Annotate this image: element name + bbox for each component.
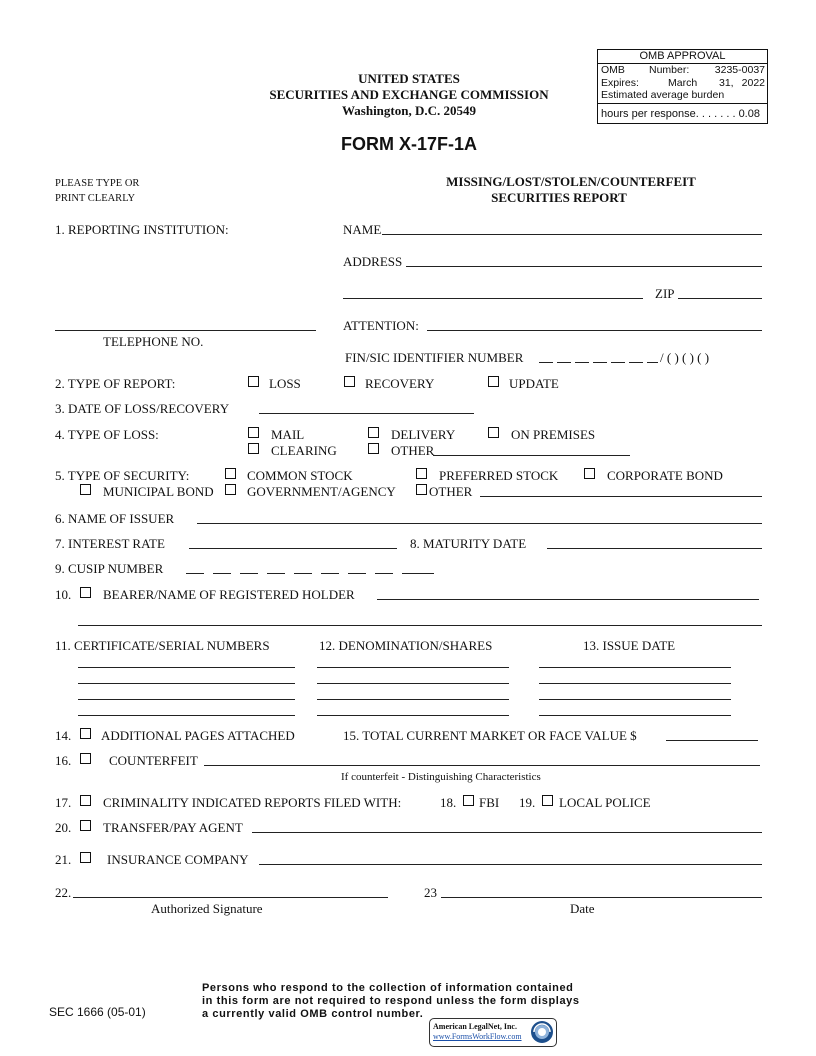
denomination-line-3[interactable] xyxy=(317,699,509,700)
counterfeit-checkbox[interactable] xyxy=(80,753,91,764)
omb-expires-row xyxy=(601,77,765,89)
government-agency-label: GOVERNMENT/AGENCY xyxy=(247,484,396,499)
authorized-signature-label: Authorized Signature xyxy=(151,901,263,916)
date-label: Date xyxy=(570,901,595,916)
clearing-label: CLEARING xyxy=(271,443,337,458)
issue-date-line-2[interactable] xyxy=(539,683,731,684)
update-label: UPDATE xyxy=(509,376,559,391)
bearer-number: 10. xyxy=(55,587,72,602)
fin-digit-7[interactable] xyxy=(647,362,658,363)
preferred-stock-checkbox[interactable] xyxy=(416,468,427,479)
omb-expires-day: 31, xyxy=(719,77,734,89)
interest-rate-label: 7. INTEREST RATE xyxy=(55,536,165,551)
cusip-digit-8[interactable] xyxy=(375,573,393,574)
fin-digit-5[interactable] xyxy=(611,362,625,363)
recovery-label: RECOVERY xyxy=(365,376,435,391)
please-type-label: PLEASE TYPE OR xyxy=(55,178,140,189)
logo-company: American LegalNet, Inc. xyxy=(433,1022,517,1031)
name-of-issuer-label: 6. NAME OF ISSUER xyxy=(55,511,175,526)
transfer-agent-label: TRANSFER/PAY AGENT xyxy=(103,820,243,835)
transfer-agent-checkbox[interactable] xyxy=(80,820,91,831)
mail-checkbox[interactable] xyxy=(248,427,259,438)
cusip-number-label: 9. CUSIP NUMBER xyxy=(55,561,164,576)
certificate-line-1[interactable] xyxy=(78,667,295,668)
preferred-stock-label: PREFERRED STOCK xyxy=(439,468,559,483)
certificate-numbers-label: 11. CERTIFICATE/SERIAL NUMBERS xyxy=(55,638,270,653)
bearer-checkbox[interactable] xyxy=(80,587,91,598)
corporate-bond-checkbox[interactable] xyxy=(584,468,595,479)
address-field[interactable] xyxy=(406,266,762,267)
issue-date-label: 13. ISSUE DATE xyxy=(583,638,676,653)
print-clearly-label: PRINT CLEARLY xyxy=(55,193,136,204)
corporate-bond-label: CORPORATE BOND xyxy=(607,468,723,483)
form-number: SEC 1666 (05-01) xyxy=(49,1005,146,1019)
fin-digit-6[interactable] xyxy=(629,362,643,363)
omb-number-row xyxy=(601,64,765,76)
fin-digit-3[interactable] xyxy=(575,362,589,363)
total-value-field[interactable] xyxy=(666,740,758,741)
delivery-checkbox[interactable] xyxy=(368,427,379,438)
omb-number-value: 3235-0037 xyxy=(714,64,765,76)
transfer-agent-number: 20. xyxy=(55,820,72,835)
zip-field[interactable] xyxy=(678,298,762,299)
counterfeit-label: COUNTERFEIT xyxy=(109,753,198,768)
bearer-label: BEARER/NAME OF REGISTERED HOLDER xyxy=(103,587,355,602)
omb-expires-month: March xyxy=(668,77,698,89)
form-title: FORM X-17F-1A xyxy=(340,134,477,154)
omb-number-word: Number: xyxy=(649,64,690,76)
omb-approval-box xyxy=(597,49,768,124)
total-value-label: 15. TOTAL CURRENT MARKET OR FACE VALUE $ xyxy=(343,728,637,743)
globe-icon xyxy=(530,1020,554,1044)
issue-date-line-3[interactable] xyxy=(539,699,731,700)
interest-rate-field[interactable] xyxy=(189,548,397,549)
bearer-field-line-2[interactable] xyxy=(78,625,762,626)
omb-title: OMB APPROVAL xyxy=(598,50,767,64)
cusip-digit-6[interactable] xyxy=(321,573,339,574)
omb-hours-label: hours per response. . . . . . . 0.08 xyxy=(601,108,760,120)
loss-checkbox[interactable] xyxy=(248,376,259,387)
type-of-security-label: 5. TYPE OF SECURITY: xyxy=(55,468,190,483)
certificate-line-3[interactable] xyxy=(78,699,295,700)
loss-label: LOSS xyxy=(269,376,301,391)
reporting-institution-label: 1. REPORTING INSTITUTION: xyxy=(55,222,229,237)
criminality-checkbox[interactable] xyxy=(80,795,91,806)
certificate-line-4[interactable] xyxy=(78,715,295,716)
counterfeit-note: If counterfeit - Distinguishing Characteristics xyxy=(341,771,541,783)
delivery-label: DELIVERY xyxy=(391,427,456,442)
denomination-line-1[interactable] xyxy=(317,667,509,668)
common-stock-label: COMMON STOCK xyxy=(247,468,353,483)
criminality-label: CRIMINALITY INDICATED REPORTS FILED WITH: xyxy=(103,795,402,810)
omb-expires-year: 2022 xyxy=(741,77,765,89)
cusip-digit-1[interactable] xyxy=(186,573,204,574)
maturity-date-field[interactable] xyxy=(547,548,762,549)
notice-line-2: in this form are not required to respond unless the form displays xyxy=(202,995,580,1007)
notice-line-3: a currently valid OMB control number. xyxy=(202,1008,424,1020)
other-loss-field[interactable] xyxy=(433,455,630,456)
name-of-issuer-field[interactable] xyxy=(197,523,762,524)
insurance-company-number: 21. xyxy=(55,852,72,867)
update-checkbox[interactable] xyxy=(488,376,499,387)
date-field[interactable] xyxy=(441,897,762,898)
notice-line-1: Persons who respond to the collection of information contained xyxy=(202,982,574,994)
header-line-2: SECURITIES AND EXCHANGE COMMISSION xyxy=(269,87,549,102)
cusip-digit-5[interactable] xyxy=(294,573,312,574)
name-label: NAME xyxy=(343,222,382,237)
other-loss-label: OTHER xyxy=(391,443,435,458)
date-of-loss-label: 3. DATE OF LOSS/RECOVERY xyxy=(55,401,230,416)
city-state-field[interactable] xyxy=(343,298,643,299)
fin-sic-label: FIN/SIC IDENTIFIER NUMBER xyxy=(345,350,524,365)
omb-burden-label: Estimated average burden xyxy=(601,89,725,101)
signature-number: 22. xyxy=(55,885,72,900)
other-loss-checkbox[interactable] xyxy=(368,443,379,454)
date-of-loss-field[interactable] xyxy=(259,413,474,414)
on-premises-checkbox[interactable] xyxy=(488,427,499,438)
local-police-number: 19. xyxy=(519,795,536,810)
fbi-number: 18. xyxy=(440,795,457,810)
municipal-bond-checkbox[interactable] xyxy=(80,484,91,495)
recovery-checkbox[interactable] xyxy=(344,376,355,387)
fin-digit-1[interactable] xyxy=(539,362,553,363)
additional-pages-number: 14. xyxy=(55,728,72,743)
clearing-checkbox[interactable] xyxy=(248,443,259,454)
type-of-report-label: 2. TYPE OF REPORT: xyxy=(55,376,176,391)
on-premises-label: ON PREMISES xyxy=(511,427,596,442)
omb-expires-label: Expires: xyxy=(601,77,639,89)
header-line-1: UNITED STATES xyxy=(358,71,460,86)
insurance-company-field[interactable] xyxy=(259,864,762,865)
additional-pages-checkbox[interactable] xyxy=(80,728,91,739)
insurance-company-checkbox[interactable] xyxy=(80,852,91,863)
local-police-checkbox[interactable] xyxy=(542,795,553,806)
report-title-line-2: SECURITIES REPORT xyxy=(491,190,627,205)
zip-label: ZIP xyxy=(655,286,675,301)
denomination-label: 12. DENOMINATION/SHARES xyxy=(319,638,493,653)
telephone-field[interactable] xyxy=(55,330,316,331)
mail-label: MAIL xyxy=(271,427,305,442)
american-legalnet-logo[interactable] xyxy=(429,1018,557,1047)
type-of-loss-label: 4. TYPE OF LOSS: xyxy=(55,427,159,442)
transfer-agent-field[interactable] xyxy=(252,832,762,833)
address-label: ADDRESS xyxy=(343,254,403,269)
issue-date-line-1[interactable] xyxy=(539,667,731,668)
name-field[interactable] xyxy=(382,234,762,235)
municipal-bond-label: MUNICIPAL BOND xyxy=(103,484,214,499)
report-title-line-1: MISSING/LOST/STOLEN/COUNTERFEIT xyxy=(446,174,696,189)
attention-label: ATTENTION: xyxy=(343,318,419,333)
logo-url: www.FormsWorkFlow.com xyxy=(433,1032,522,1041)
other-security-field[interactable] xyxy=(480,496,762,497)
certificate-line-2[interactable] xyxy=(78,683,295,684)
bearer-field[interactable] xyxy=(377,599,759,600)
fbi-label: FBI xyxy=(479,795,500,810)
fin-digit-2[interactable] xyxy=(557,362,571,363)
counterfeit-number: 16. xyxy=(55,753,72,768)
cusip-digit-4[interactable] xyxy=(267,573,285,574)
other-security-label: OTHER xyxy=(429,484,473,499)
insurance-company-label: INSURANCE COMPANY xyxy=(107,852,249,867)
header-line-3: Washington, D.C. 20549 xyxy=(342,103,476,118)
fbi-checkbox[interactable] xyxy=(463,795,474,806)
additional-pages-label: ADDITIONAL PAGES ATTACHED xyxy=(101,728,295,743)
cusip-digit-7[interactable] xyxy=(348,573,366,574)
counterfeit-field[interactable] xyxy=(204,765,760,766)
denomination-line-4[interactable] xyxy=(317,715,509,716)
other-security-checkbox[interactable] xyxy=(416,484,427,495)
denomination-line-2[interactable] xyxy=(317,683,509,684)
cusip-digit-3[interactable] xyxy=(240,573,258,574)
fin-suffix: / ( ) ( ) ( ) xyxy=(660,350,710,365)
cusip-digit-2[interactable] xyxy=(213,573,231,574)
government-agency-checkbox[interactable] xyxy=(225,484,236,495)
telephone-label: TELEPHONE NO. xyxy=(103,334,204,349)
fin-digit-4[interactable] xyxy=(593,362,607,363)
cusip-digit-10[interactable] xyxy=(416,573,434,574)
attention-field[interactable] xyxy=(427,330,762,331)
maturity-date-label: 8. MATURITY DATE xyxy=(410,536,527,551)
authorized-signature-field[interactable] xyxy=(73,897,388,898)
local-police-label: LOCAL POLICE xyxy=(559,795,651,810)
issue-date-line-4[interactable] xyxy=(539,715,731,716)
common-stock-checkbox[interactable] xyxy=(225,468,236,479)
omb-number-label: OMB xyxy=(601,64,625,76)
date-number: 23 xyxy=(424,885,437,900)
criminality-number: 17. xyxy=(55,795,72,810)
